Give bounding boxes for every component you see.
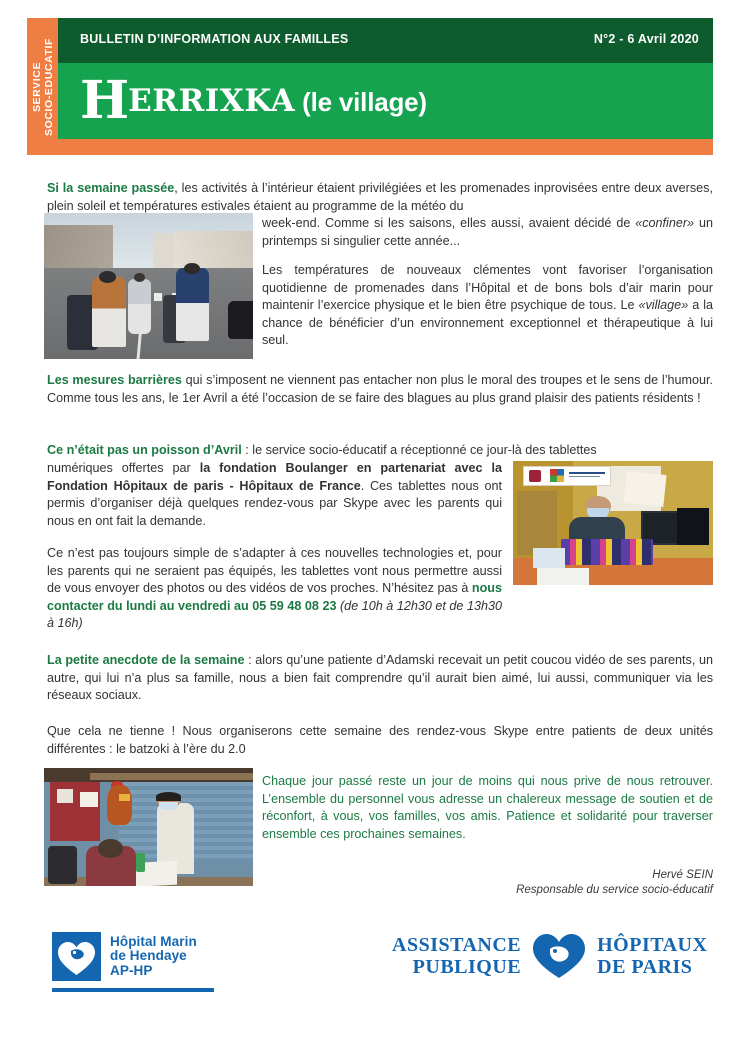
signature-role: Responsable du service socio-éducatif <box>516 884 713 896</box>
confiner-italic: «confiner» <box>635 216 695 230</box>
lead-anecdote: La petite anecdote de la semaine <box>47 653 245 667</box>
header-titlebar <box>58 63 713 139</box>
ap-right-line-2: DE PARIS <box>597 956 693 978</box>
paragraph-mesures-barrieres <box>47 372 713 407</box>
service-sidebar-line2: SOCIO-EDUCATIF <box>42 37 55 136</box>
hendaye-line-3: AP-HP <box>110 962 153 978</box>
paragraph-week-intro-end: un printemps si singulier cette année... <box>262 216 713 248</box>
lead-si-la-semaine: Si la semaine passée <box>47 181 175 195</box>
aphp-heart-mark-icon <box>52 932 101 981</box>
ap-logo-left-text <box>392 934 521 978</box>
issue-number-date: N°2 - 6 Avril 2020 <box>593 32 699 46</box>
paragraph-closing-message: Chaque jour passé reste un jour de moins qui nous prive de nous retrouver. L’ensemble du personnel vous adresse un chalereux message de soutien et de réconfort, à vous, vos familles, vos amis. Patience et solidarité pour traverser ensemble ces prochaines semaines. <box>262 774 713 841</box>
paragraph-anecdote <box>47 652 713 705</box>
signature-name: Hervé SEIN <box>652 869 713 881</box>
header-topbar <box>58 18 713 63</box>
signature-block <box>262 868 713 898</box>
contact-hours: (de 10h à 12h30 et de 13h30 à 16h) <box>47 598 502 631</box>
ap-left-line-1: ASSISTANCE <box>392 934 522 956</box>
paragraph-poisson-a: : le service socio-éducatif a réceptionné ce jour-là des tablettes <box>241 443 597 457</box>
orange-divider-bar <box>27 139 713 155</box>
lead-poisson-avril: Ce n’était pas un poisson d’Avril <box>47 443 242 457</box>
masthead-word: ERRIXKA <box>128 83 296 119</box>
logo-assistance-publique-hopitaux-paris <box>392 932 707 980</box>
page-footer <box>0 915 748 1035</box>
photo-staff-with-tablets <box>513 461 713 585</box>
paragraph-temperatures-b: a la chance de bénéficier d’un environnement exceptionnel et thérapeutique à lui seul. <box>262 298 713 348</box>
paragraph-contact <box>47 545 502 633</box>
paragraph-poisson-avril-top <box>47 442 713 460</box>
paragraph-poisson-c: . Ces tablettes nous ont permis d’organiser déjà quelques rendez-vous par Skype avec les parents qui nous en ont fait la demande. <box>47 478 502 528</box>
aphp-heart-logo-icon <box>531 932 587 980</box>
paragraph-week-intro-body: , les activités à l’intérieur étaient privilégiées et les promenades inprovisées entre deux averses, plein soleil et températures estivales étaient au programme de la météo du <box>47 181 713 213</box>
masthead-title <box>80 70 427 131</box>
ap-right-line-1: HÔPITAUX <box>597 934 708 956</box>
paragraph-week-intro-tail: week-end. Comme si les saisons, elles aussi, avaient décidé de <box>262 216 636 230</box>
photo-promenade-street <box>44 213 253 359</box>
paragraph-poisson-b: numériques offertes par <box>47 461 200 475</box>
paragraph-week-intro-wrap <box>262 215 713 250</box>
paragraph-que-cela-ne-tienne: Que cela ne tienne ! Nous organiserons cette semaine des rendez-vous Skype entre patients de deux unités différentes : le batzoki à l’ère du 2.0 <box>47 724 713 756</box>
lead-les-mesures-barrieres: Les mesures barrières <box>47 373 182 387</box>
hendaye-logo-underline <box>52 988 214 992</box>
masthead-dropcap: H <box>80 70 129 131</box>
contact-phone-highlight: nous contacter du lundi au vendredi au 05 59 48 08 23 <box>47 581 502 613</box>
ap-logo-right-text <box>597 934 707 978</box>
paragraph-week-intro-top <box>47 180 713 215</box>
paragraph-poisson-avril-wrap <box>47 460 502 530</box>
service-sidebar-tab <box>27 18 58 155</box>
bulletin-title: BULLETIN D’INFORMATION AUX FAMILLES <box>80 32 349 46</box>
ap-left-line-2: PUBLIQUE <box>412 956 522 978</box>
fondation-boulanger-bold: la fondation Boulanger en partenariat avec la Fondation Hôpitaux de paris - Hôpitaux de France <box>47 461 502 493</box>
hendaye-line-2: de Hendaye <box>110 948 187 964</box>
service-sidebar-label <box>31 37 55 135</box>
logo-hopital-marin-hendaye <box>52 932 197 981</box>
paragraph-mesures-body: qui s’imposent ne viennent pas entacher non plus le moral des troupes et le sens de l’humour. Comme tous les ans, le 1er Avril a été l’occasion de se faire des blagues au plus grand plaisir des patients résidents ! <box>47 373 714 405</box>
masthead-subtitle: (le village) <box>295 87 427 117</box>
page-header <box>0 0 748 160</box>
photo-caregiver-patient <box>44 768 253 886</box>
hendaye-line-1: Hôpital Marin <box>110 933 197 949</box>
paragraph-temperatures <box>262 262 713 350</box>
paragraph-anecdote-body: : alors qu’une patiente d’Adamski recevait un petit coucou vidéo de ses parents, un autre, qui lui n’a plus sa famille, nous a bien fait comprendre qu’il aurait bien aimé, lui aussi, communiquer via les réseaux sociaux. <box>47 653 713 703</box>
paragraph-temperatures-a: Les températures de nouveaux clémentes vont favoriser l’organisation quotidienne de promenades dans l’Hôpital et de bons bols d’air marin pour maintenir l’exercice physique et le bien être psychique de tous. Le <box>262 263 713 313</box>
hendaye-logo-text <box>110 935 197 979</box>
village-italic: «village» <box>638 298 689 313</box>
paragraph-contact-a: Ce n’est pas toujours simple de s’adapter à ces nouvelles technologies et, pour les parents qui ne seraient pas équipés, les tablettes vont nous permettre aussi de vous envoyer des photos ou des vidéos de vos proches. N’hésitez pas à <box>47 546 502 596</box>
service-sidebar-line1: SERVICE <box>30 61 43 112</box>
